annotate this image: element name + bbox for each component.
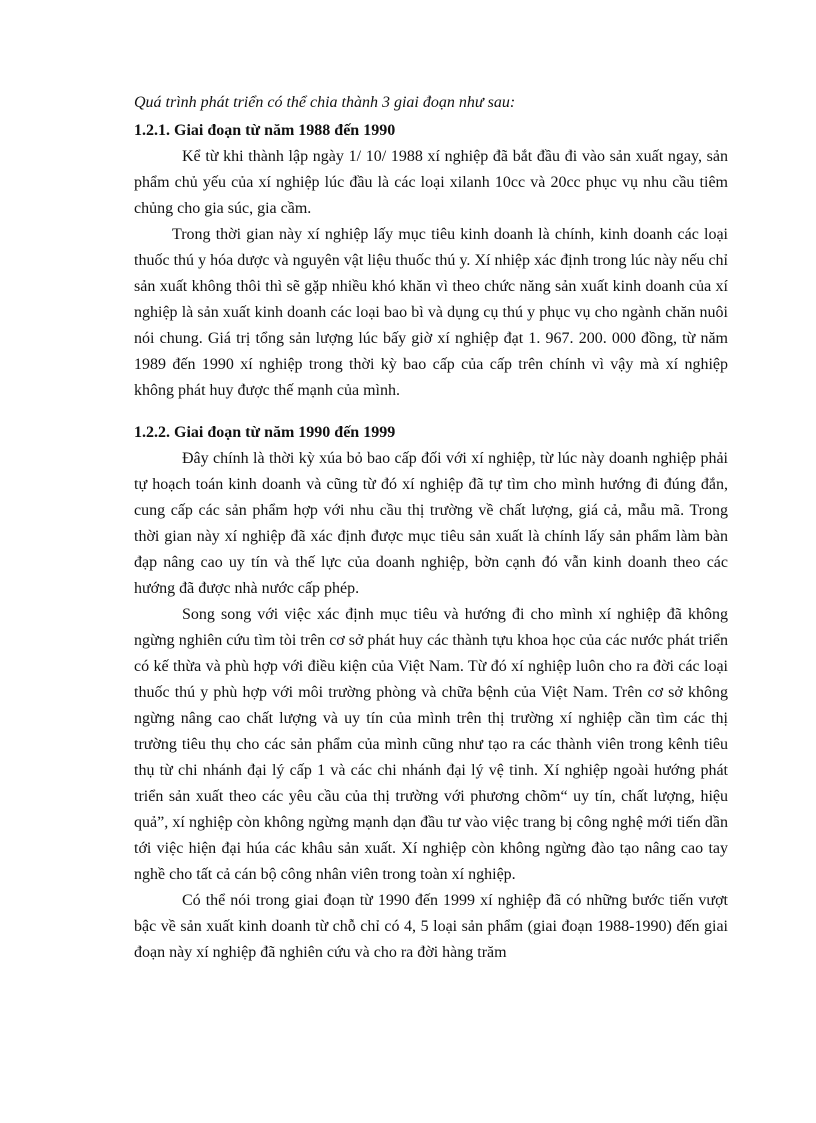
intro-line: Quá trình phát triển có thể chia thành 3 giai đoạn như sau: xyxy=(134,94,516,111)
paragraph: Có thể nói trong giai đoạn từ 1990 đến 1999 xí nghiệp đã có những bước tiến vượt bậc về sản xuất kinh doanh từ chỗ chỉ có 4, 5 loại sản phẩm (giai đoạn 1988-1990) đến giai đoạn này xí nghiệp đã nghiên cứu và cho ra đời hàng trăm xyxy=(134,892,728,961)
section-heading-1-2-1: 1.2.1. Giai đoạn từ năm 1988 đến 1990 xyxy=(134,122,396,139)
document-page xyxy=(134,90,728,966)
paragraph: Song song với việc xác định mục tiêu và hướng đi cho mình xí nghiệp đã không ngừng nghiên cứu tìm tòi trên cơ sở phát huy các thành tựu khoa học của các nước phát triển có kế thừa và phù hợp với điều kiện của Việt Nam. Từ đó xí nghiệp luôn cho ra đời các loại thuốc thú y phù hợp với môi trường phòng và chữa bệnh của Việt Nam. Trên cơ sở không ngừng nâng cao chất lượng và uy tín của mình trên thị trường xí nghiệp cần tìm các thị trường tiêu thụ cho các sản phẩm của mình cũng như tạo ra các thành viên trong kênh tiêu thụ từ chi nhánh đại lý cấp 1 và các chi nhánh đại lý vệ tinh. Xí nghiệp ngoài hướng phát triển sản xuất theo các yêu cầu của thị trường với phương chõm“ uy tín, chất lượng, hiệu quả”, xí nghiệp còn không ngừng mạnh dạn đầu tư vào việc trang bị công nghệ mới tiến dần tới việc hiện đại húa các khâu sản xuất. Xí nghiệp còn không ngừng đào tạo nâng cao tay nghề cho tất cả cán bộ công nhân viên trong toàn xí nghiệp. xyxy=(134,606,728,883)
section-heading-1-2-2: 1.2.2. Giai đoạn từ năm 1990 đến 1999 xyxy=(134,424,396,441)
paragraph: Kể từ khi thành lập ngày 1/ 10/ 1988 xí nghiệp đã bắt đầu đi vào sản xuất ngay, sản phẩm chủ yếu của xí nghiệp lúc đầu là các loại xilanh 10cc và 20cc phục vụ nhu cầu tiêm chủng cho gia súc, gia cầm. xyxy=(134,148,728,217)
paragraph: Trong thời gian này xí nghiệp lấy mục tiêu kinh doanh là chính, kinh doanh các loại thuốc thú y hóa dược và nguyên vật liệu thuốc thú y. Xí nhiệp xác định trong lúc này nếu chỉ sản xuất không thôi thì sẽ gặp nhiều khó khăn vì theo chức năng sản xuất kinh doanh của xí nghiệp là sản xuất kinh doanh các loại bao bì và dụng cụ thú y phục vụ cho ngành chăn nuôi nói chung. Giá trị tổng sản lượng lúc bấy giờ xí nghiệp đạt 1. 967. 200. 000 đồng, từ năm 1989 đến 1990 xí nghiệp trong thời kỳ bao cấp của cấp trên chính vì vậy mà xí nghiệp không phát huy được thế mạnh của mình. xyxy=(134,226,728,399)
paragraph: Đây chính là thời kỳ xúa bỏ bao cấp đối với xí nghiệp, từ lúc này doanh nghiệp phải tự hoạch toán kinh doanh và cũng từ đó xí nghiệp đã tự tìm cho mình hướng đi đúng đắn, cung cấp các sản phẩm hợp với nhu cầu thị trường về chất lượng, giá cả, mẫu mã. Trong thời gian này xí nghiệp đã xác định được mục tiêu sản xuất là chính lấy sản phẩm làm bàn đạp nâng cao uy tín và thế lực của doanh nghiệp, bờn cạnh đó vẫn kinh doanh theo các hướng đã được nhà nước cấp phép. xyxy=(134,450,728,597)
